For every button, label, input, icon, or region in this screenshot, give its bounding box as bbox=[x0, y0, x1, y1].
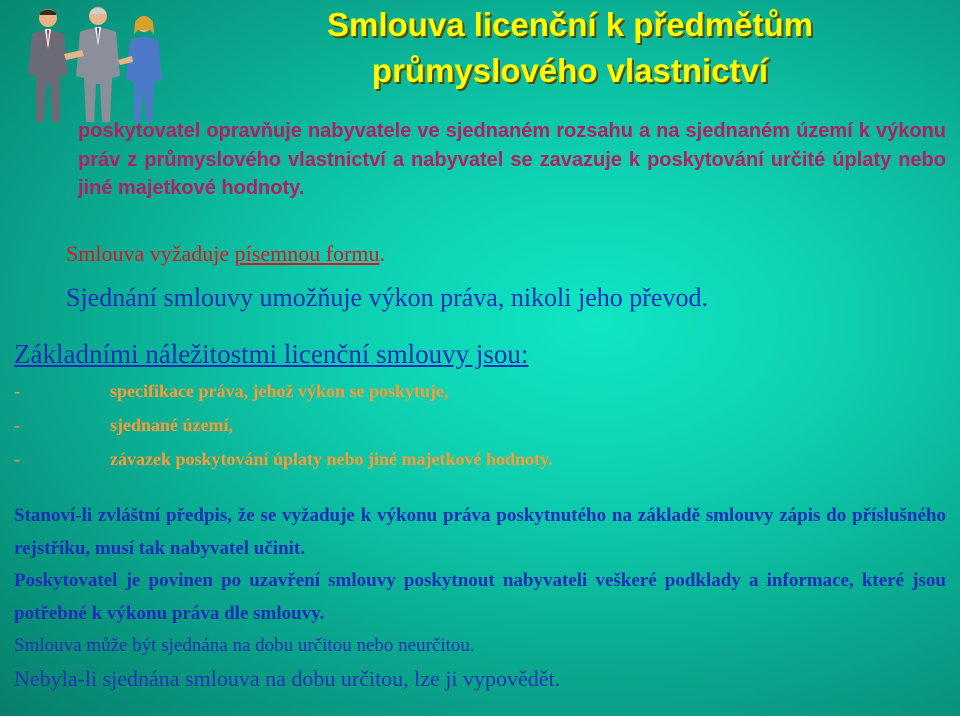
title-line-2: průmyslového vlastnictví bbox=[371, 52, 769, 89]
form-requirement-underlined: písemnou formu bbox=[234, 241, 380, 266]
duration-paragraph: Smlouva může být sjednána na dobu určitou nebo neurčitou. bbox=[14, 635, 475, 656]
title-line-1: Smlouva licenční k předmětům bbox=[327, 6, 813, 43]
business-people-handshake-icon bbox=[20, 4, 170, 122]
registry-paragraph: Stanoví-li zvláštní předpis, že se vyžaduje k výkonu práva poskytnutého na základě smlouvy zápis do příslušného rejstříku, musí tak nabyvatel učinit. bbox=[14, 505, 946, 559]
list-item-text: závazek poskytování úplaty nebo jiné majetkové hodnoty. bbox=[110, 449, 553, 469]
form-requirement-prefix: Smlouva vyžaduje bbox=[66, 241, 235, 266]
list-item bbox=[14, 446, 914, 480]
essentials-heading: Základními náležitostmi licenční smlouvy jsou: bbox=[14, 339, 529, 369]
termination-paragraph: Nebyla-li sjednána smlouva na dobu určitou, lze ji vypovědět. bbox=[14, 665, 561, 691]
documents-paragraph: Poskytovatel je povinen po uzavření smlouvy poskytnout nabyvateli veškeré podklady a informace, které jsou potřebné k výkonu práva dle smlouvy. bbox=[14, 570, 946, 624]
list-item bbox=[14, 412, 914, 446]
definition-text: poskytovatel opravňuje nabyvatele ve sjednaném rozsahu a na sjednaném území k výkonu práv z průmyslového vlastnictví a nabyvatel se zavazuje k poskytování určité úplaty nebo jiné majetkové hodnoty. bbox=[78, 120, 946, 199]
essentials-list bbox=[14, 378, 914, 480]
form-requirement-suffix: . bbox=[379, 241, 385, 266]
bullet-dash: - bbox=[14, 415, 20, 435]
bullet-dash: - bbox=[14, 381, 20, 401]
exercise-note: Sjednání smlouvy umožňuje výkon práva, nikoli jeho převod. bbox=[66, 283, 708, 312]
bullet-dash: - bbox=[14, 449, 20, 469]
list-item-text: specifikace práva, jehož výkon se poskytuje, bbox=[110, 381, 449, 401]
rules-section bbox=[14, 500, 946, 695]
list-item-text: sjednané území, bbox=[110, 415, 233, 435]
form-requirement bbox=[66, 240, 385, 268]
slide-title bbox=[180, 2, 960, 94]
list-item bbox=[14, 378, 914, 412]
